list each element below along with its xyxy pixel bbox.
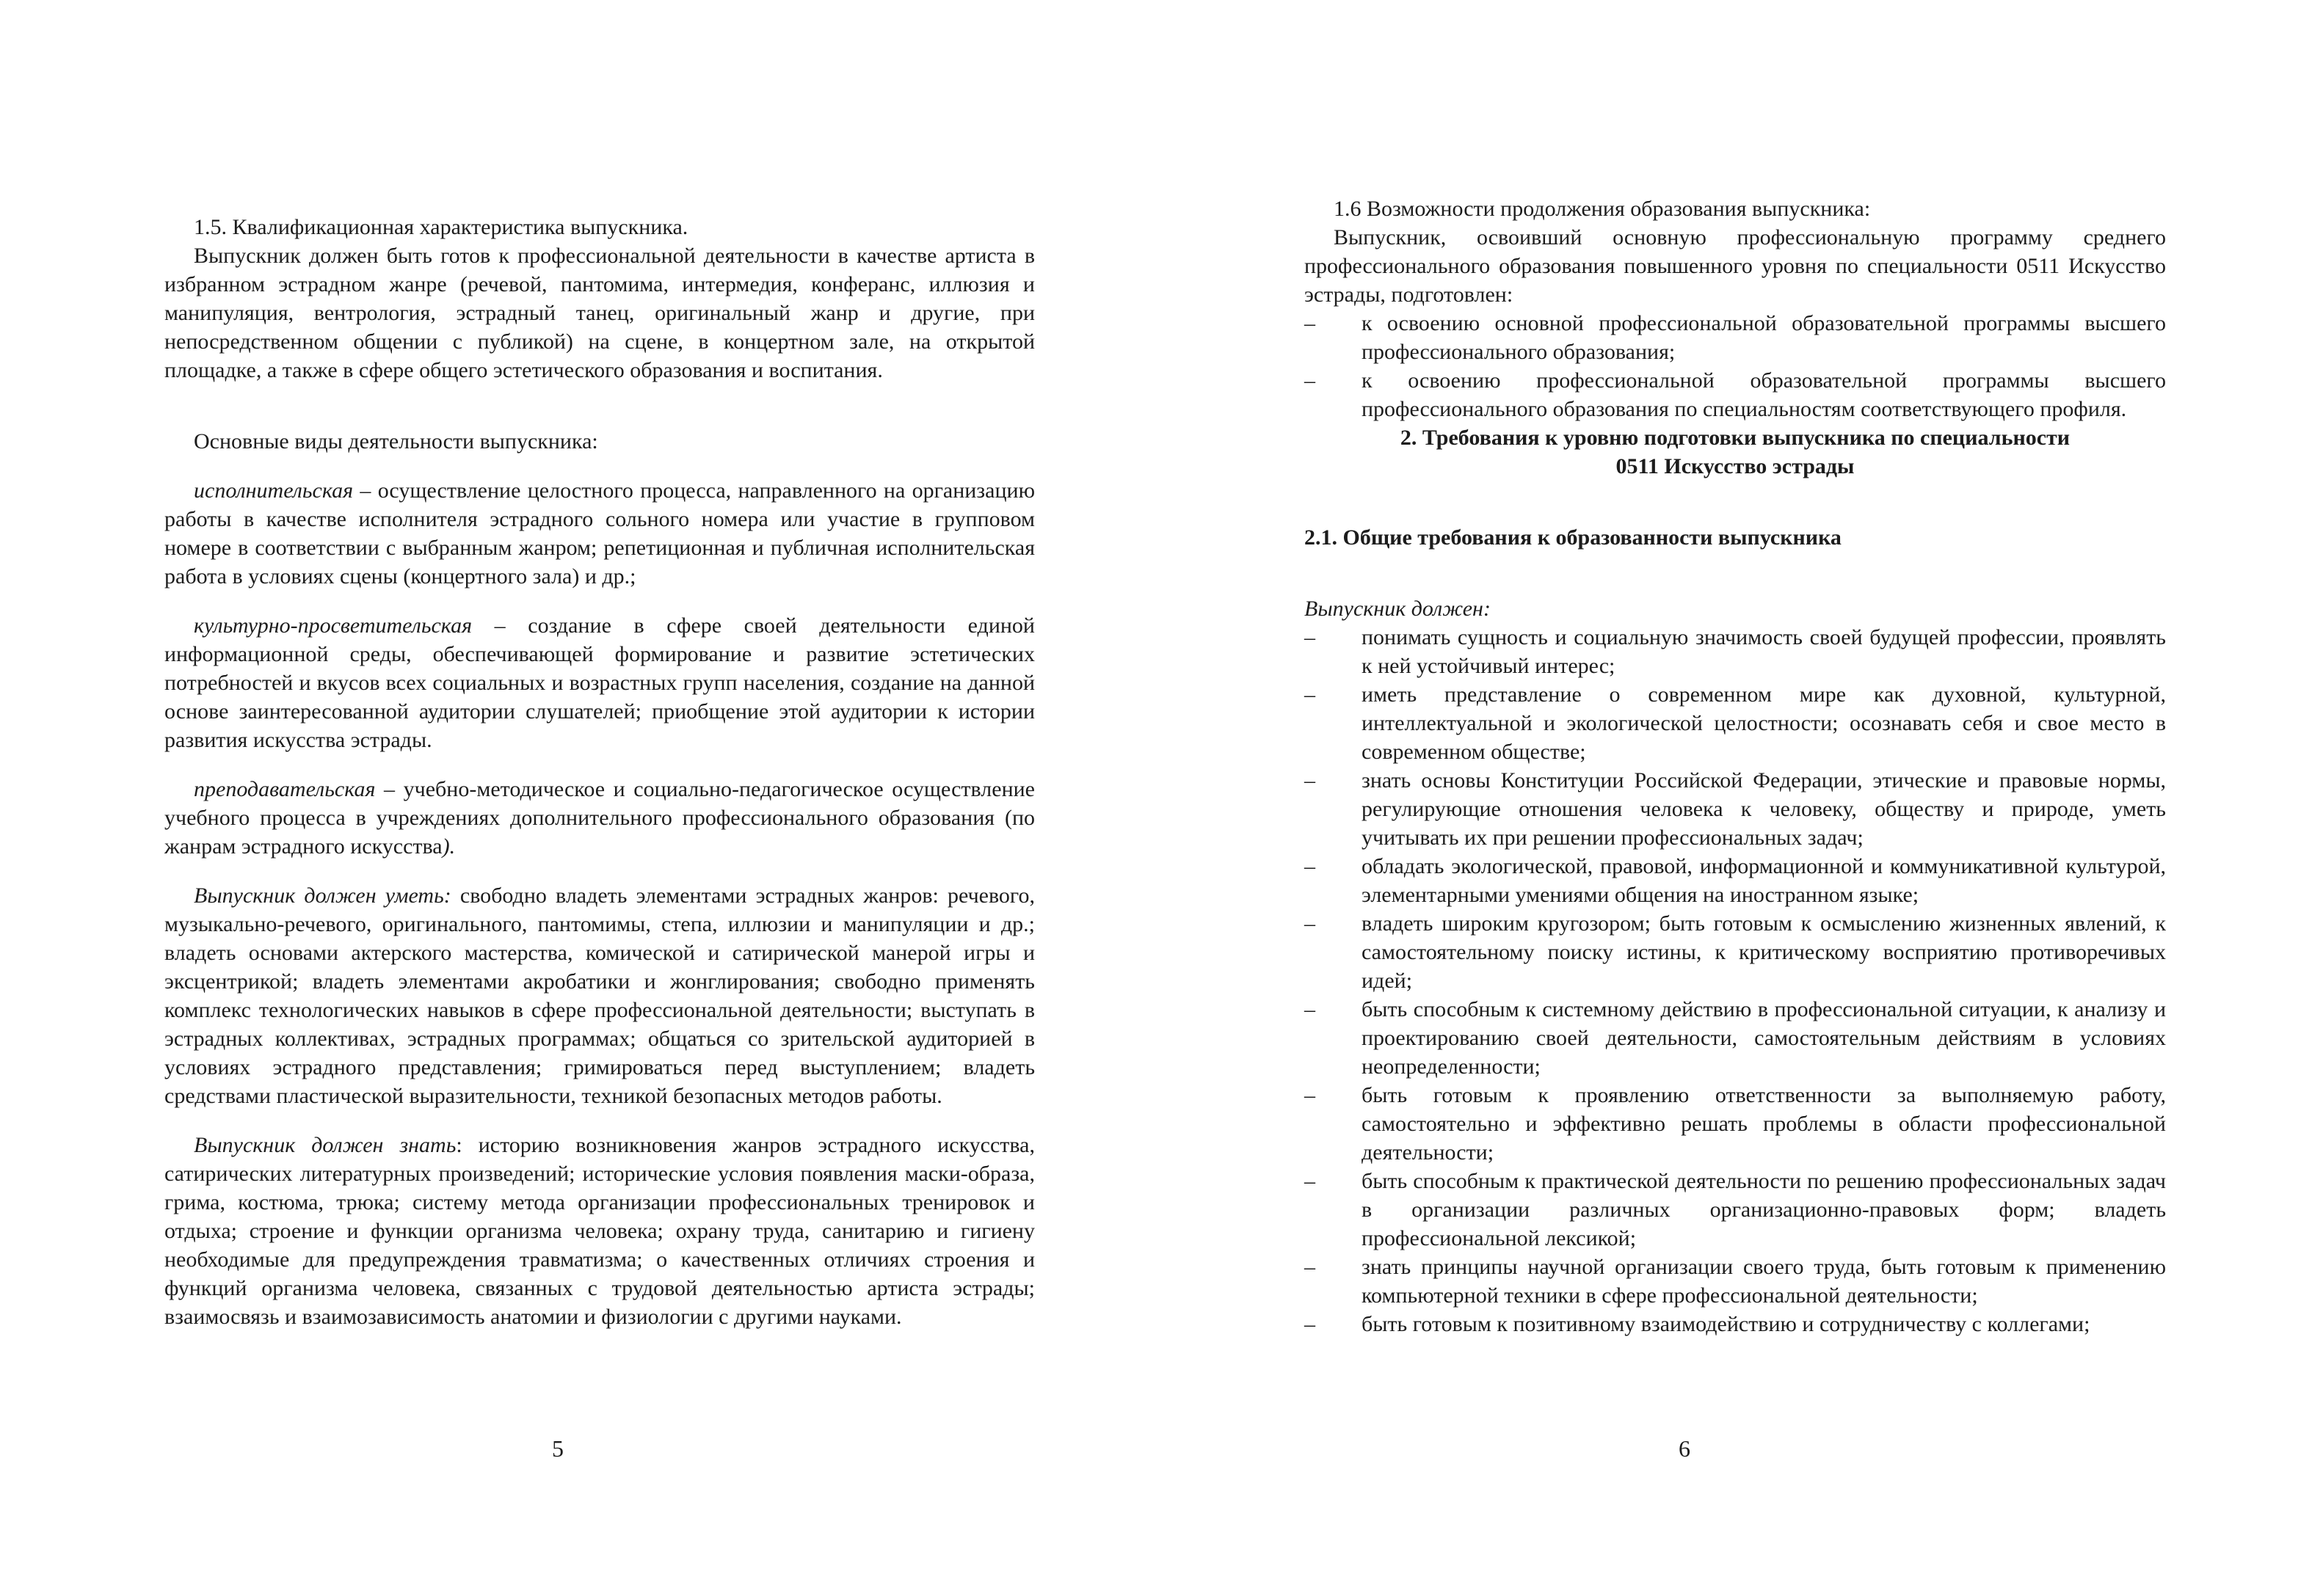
- activity-teaching: [164, 775, 1035, 861]
- left-page-content: [164, 213, 1035, 1331]
- dash-marker: –: [1304, 625, 1315, 649]
- continuation-list: [1304, 309, 2166, 423]
- dash-marker: –: [1304, 911, 1315, 936]
- list-item: – быть готовым к позитивному взаимодействию и сотрудничеству с коллегами;: [1304, 1310, 2166, 1338]
- dash-marker: –: [1304, 1169, 1315, 1193]
- activities-heading: Основные виды деятельности выпускника:: [194, 429, 598, 453]
- activity-term: преподавательская: [194, 777, 376, 801]
- list-item: – знать основы Конституции Российской Федерации, этические и правовые нормы, регулирующие отношения человека к человеку, обществу и природе, уметь учитывать их при решении профессиональных задач;: [1304, 766, 2166, 852]
- list-item: – обладать экологической, правовой, информационной и коммуникативной культурой, элементарными умениями общения на иностранном языке;: [1304, 852, 2166, 909]
- skills-description: свободно владеть элементами эстрадных жанров: речевого, музыкально-речевого, оригинального, пантомимы, степа, иллюзии и манипуляции и др.; владеть основами актерского мастерства, комической и сатирической манерой игры и эксцентрикой; владеть элементами акробатики и жонглирования; свободно применять комплекс технологических навыков в сфере профессиональной деятельности; выступать в эстрадных коллективах, эстрадных программах; общаться со зрительской аудиторией в условиях эстрадного представления; гримироваться перед выступлением; владеть средствами пластической выразительности, техникой безопасных методов работы.: [164, 883, 1035, 1108]
- graduate-skills-paragraph: [164, 881, 1035, 1110]
- must-heading: Выпускник должен:: [1304, 597, 1491, 621]
- page-number: 5: [552, 1435, 564, 1462]
- dash-marker: –: [1304, 997, 1315, 1021]
- list-item: – к освоению профессиональной образовательной программы высшего профессионального образования по специальностям соответствующего профиля.: [1304, 366, 2166, 423]
- list-item: – быть способным к практической деятельности по решению профессиональных задач в организации различных организационно-правовых форм; владеть профессиональной лексикой;: [1304, 1167, 2166, 1253]
- dash-marker: –: [1304, 768, 1315, 792]
- dash-marker: –: [1304, 1312, 1315, 1336]
- dash-marker: –: [1304, 854, 1315, 878]
- dash-marker: –: [1304, 1083, 1315, 1107]
- graduate-knowledge-paragraph: [164, 1131, 1035, 1331]
- activity-closing: ).: [442, 834, 456, 859]
- subsection-title-2-1: 2.1. Общие требования к образованности выпускника: [1304, 525, 1842, 550]
- knowledge-description: : историю возникновения жанров эстрадного искусства, сатирических литературных произведений; исторические условия появления маски-образа, грима, костюма, трюка; систему метода организации профессиональных тренировок и отдыха; строение и функции организма человека; охрану труда, санитарию и гигиену необходимые для предупреждения травматизма; о качественных отличиях строения и функций организма человека, связанных с трудовой деятельностью артиста эстрады; взаимосвязь и взаимозависимость анатомии и физиологии с другими науками.: [164, 1133, 1035, 1329]
- activity-description: – осуществление целостного процесса, направленного на организацию работы в качестве исполнителя эстрадного сольного номера или участие в групповом номере в соответствии с выбранным жанром; репетиционная и публичная исполнительская работа в условиях сцены (концертного зала) и др.;: [164, 478, 1035, 589]
- list-item: – знать принципы научной организации своего труда, быть готовым к применению компьютерной техники в сфере профессиональной деятельности;: [1304, 1253, 2166, 1310]
- section-title-2: 2. Требования к уровню подготовки выпускника по специальности 0511 Искусство эстрады: [1400, 426, 2071, 478]
- activity-performing: [164, 476, 1035, 591]
- activity-description: – учебно-методическое и социально-педагогическое осуществление учебного процесса в учреждениях дополнительного профессионального образования (по жанрам эстрадного искусства: [164, 777, 1035, 859]
- activity-description: – создание в сфере своей деятельности единой информационной среды, обеспечивающей формирование и развитие эстетических потребностей и вкусов всех социальных и возрастных групп населения, создание на данной основе заинтересованной аудитории слушателей; приобщение этой аудитории к истории развития искусства эстрады.: [164, 613, 1035, 752]
- right-page-content: [1304, 194, 2166, 1338]
- activity-term: культурно-просветительская: [194, 613, 473, 638]
- list-item: – быть готовым к проявлению ответственности за выполняемую работу, самостоятельно и эффективно решать проблемы в области профессиональной деятельности;: [1304, 1081, 2166, 1167]
- dash-marker: –: [1304, 682, 1315, 707]
- right-page: [1156, 0, 2312, 1596]
- section-heading-1-5: 1.5. Квалификационная характеристика выпускника.: [194, 215, 688, 239]
- graduate-characteristic-paragraph: Выпускник должен быть готов к профессиональной деятельности в качестве артиста в избранном эстрадном жанре (речевой, пантомима, интермедия, конферанс, иллюзия и манипуляция, вентрология, эстрадный танец, оригинальный жанр и другие, при непосредственном общении с публикой) на сцене, в концертном зале, на открытой площадке, а также в сфере общего эстетического образования и воспитания.: [164, 244, 1035, 382]
- list-item: – владеть широким кругозором; быть готовым к осмыслению жизненных явлений, к самостоятельному поиску истины, к критическому восприятию противоречивых идей;: [1304, 909, 2166, 995]
- activity-term: исполнительская: [194, 478, 354, 503]
- dash-marker: –: [1304, 311, 1315, 335]
- list-item: – понимать сущность и социальную значимость своей будущей профессии, проявлять к ней устойчивый интерес;: [1304, 623, 2166, 680]
- list-item: – иметь представление о современном мире как духовной, культурной, интеллектуальной и экологической целостности; осознавать себя и свое место в современном обществе;: [1304, 680, 2166, 766]
- requirements-list: [1304, 623, 2166, 1338]
- activity-cultural-educational: [164, 611, 1035, 754]
- skills-term: Выпускник должен уметь:: [194, 883, 451, 908]
- dash-marker: –: [1304, 368, 1315, 393]
- continuation-intro: Выпускник, освоивший основную профессиональную программу среднего профессионального образования повышенного уровня по специальности 0511 Искусство эстрады, подготовлен:: [1304, 225, 2166, 307]
- section-heading-1-6: 1.6 Возможности продолжения образования выпускника:: [1334, 197, 1871, 221]
- list-item: – к освоению основной профессиональной образовательной программы высшего профессионального образования;: [1304, 309, 2166, 366]
- page-number: 6: [1679, 1435, 1690, 1462]
- dash-marker: –: [1304, 1255, 1315, 1279]
- knowledge-term: Выпускник должен знать: [194, 1133, 457, 1157]
- list-item: – быть способным к системному действию в профессиональной ситуации, к анализу и проектированию своей деятельности, самостоятельным действиям в условиях неопределенности;: [1304, 995, 2166, 1081]
